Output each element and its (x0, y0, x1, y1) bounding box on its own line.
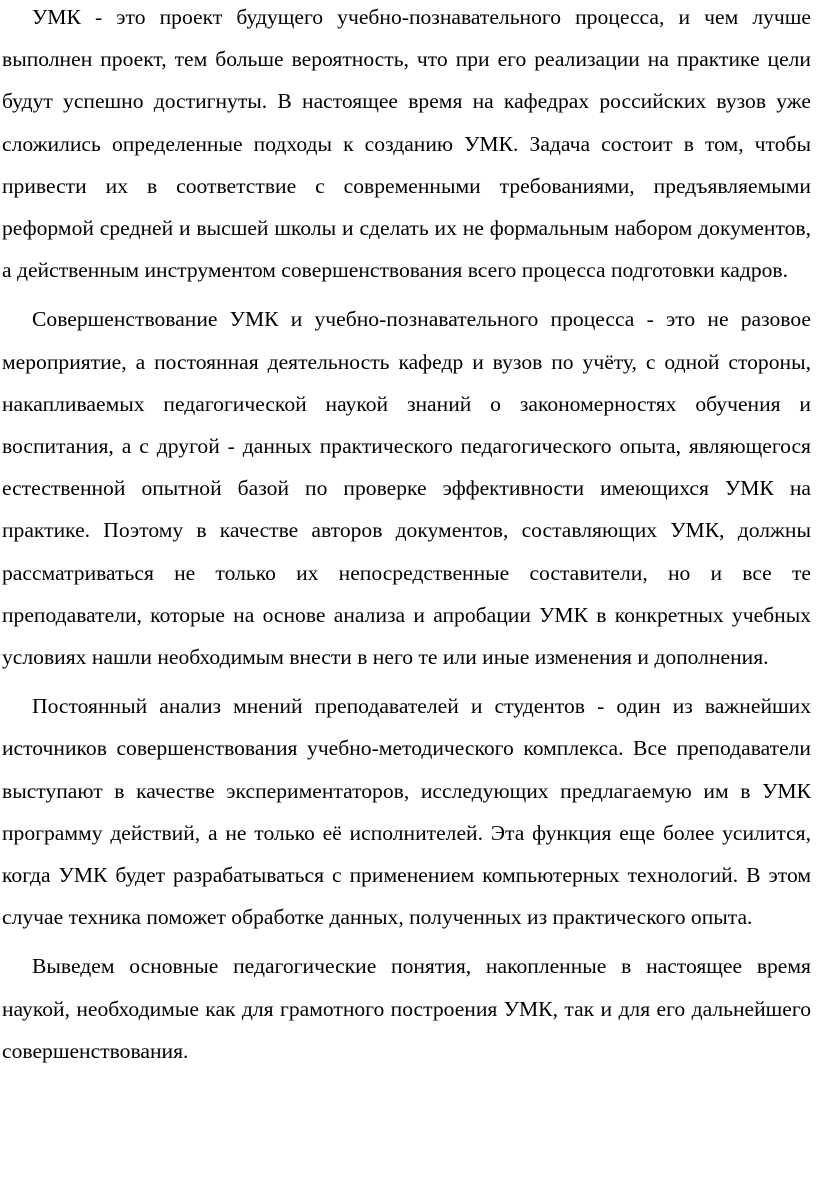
paragraph-2: Совершенствование УМК и учебно-познавательного процесса - это не разовое мероприятие, а постоянная деятельность кафедр и вузов по учёту, с одной стороны, накапливаемых педагогической наукой знаний о закономерностях обучения и воспитания, а с другой - данных практического педагогического опыта, являющегося естественной опытной базой по проверке эффективности имеющихся УМК на практике. Поэтому в качестве авторов документов, составляющих УМК, должны рассматриваться не только их непосредственные составители, но и все те преподаватели, которые на основе анализа и апробации УМК в конкретных учебных условиях нашли необходимым внести в него те или иные изменения и дополнения. (2, 307, 811, 670)
paragraph-1: УМК - это проект будущего учебно-познавательного процесса, и чем лучше выполнен проект, тем больше вероятность, что при его реализации на практике цели будут успешно достигнуты. В настоящее время на кафедрах российских вузов уже сложились определенные подходы к созданию УМК. Задача состоит в том, чтобы привести их в соответствие с современными требованиями, предъявляемыми реформой средней и высшей школы и сделать их не формальным набором документов, а действенным инструментом совершенствования всего процесса подготовки кадров. (2, 5, 811, 283)
paragraph-4: Выведем основные педагогические понятия, накопленные в настоящее время наукой, необходимые как для грамотного построения УМК, так и для его дальнейшего совершенствования. (2, 954, 811, 1063)
paragraph-3: Постоянный анализ мнений преподавателей и студентов - один из важнейших источников совершенствования учебно-методического комплекса. Все преподаватели выступают в качестве экспериментаторов, исследующих предлагаемую им в УМК программу действий, а не только её исполнителей. Эта функция еще более усилится, когда УМК будет разрабатываться с применением компьютерных технологий. В этом случае техника поможет обработке данных, полученных из практического опыта. (2, 694, 811, 930)
